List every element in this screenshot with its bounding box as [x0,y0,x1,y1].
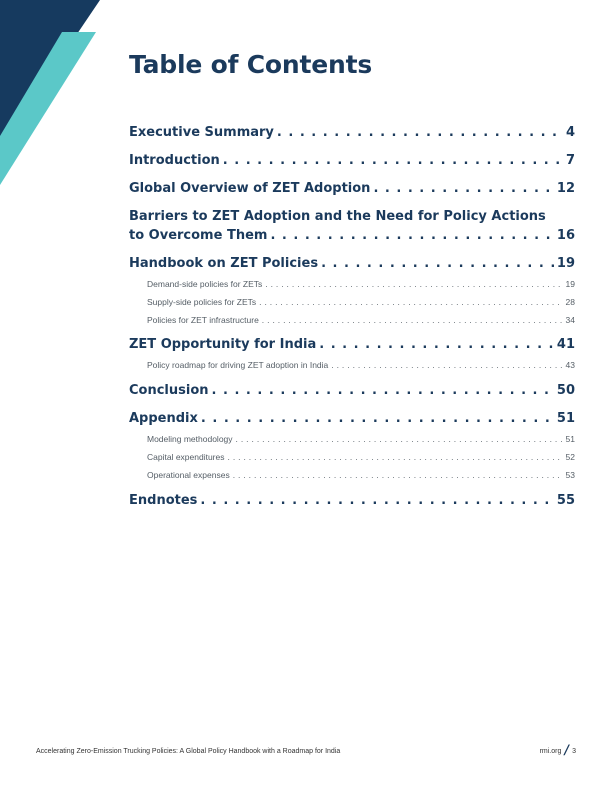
toc-subentry-policy-roadmap[interactable] [147,359,575,371]
footer-document-title: Accelerating Zero-Emission Trucking Policies: A Global Policy Handbook with a Roadmap for India [36,748,341,755]
dot-leader [200,492,554,510]
toc-entry-conclusion[interactable] [129,382,575,400]
toc-label: Supply-side policies for ZETs [147,297,257,307]
toc-entry-handbook[interactable] [129,255,575,273]
toc-label-barriers-line1[interactable]: Barriers to ZET Adoption and the Need for Policy Actions [129,209,546,224]
toc-label: Global Overview of ZET Adoption [129,181,371,196]
dot-leader [212,382,554,400]
page-title: Table of Contents [129,50,373,79]
toc-label: Policies for ZET infrastructure [147,315,259,325]
toc-page-number: 4 [565,125,575,140]
dot-leader [277,124,563,142]
dot-leader [321,255,554,273]
toc-label: to Overcome Them [129,228,268,243]
toc-label: Handbook on ZET Policies [129,256,319,271]
toc-subentry-supply-side[interactable] [147,296,575,308]
toc-page-number: 50 [556,383,575,398]
toc-label: Appendix [129,411,198,426]
footer-page-info [539,743,576,758]
toc-label: Operational expenses [147,470,230,480]
toc-entry-introduction[interactable] [129,152,575,170]
toc-label: Endnotes [129,493,198,508]
dot-leader [233,469,563,481]
toc-entry-opportunity[interactable] [129,336,575,354]
dot-leader [236,433,563,445]
toc-page-number: 55 [556,493,575,508]
dot-leader [228,451,563,463]
toc-page-number: 43 [565,360,575,370]
toc-label: Policy roadmap for driving ZET adoption in India [147,360,329,370]
toc-entry-endnotes[interactable] [129,492,575,510]
toc-label: Capital expenditures [147,452,225,462]
dot-leader [223,152,563,170]
toc-label: Executive Summary [129,125,274,140]
toc-page-number: 19 [556,256,575,271]
toc-subentry-operational[interactable] [147,469,575,481]
dot-leader [262,314,563,326]
dot-leader [331,359,562,371]
toc-subentry-capital[interactable] [147,451,575,463]
toc-label: Introduction [129,153,220,168]
toc-page-number: 41 [556,337,575,352]
corner-decoration [0,0,110,190]
dot-leader [373,180,553,198]
toc-subentry-demand-side[interactable] [147,278,575,290]
toc-subentry-infrastructure[interactable] [147,314,575,326]
dot-leader [201,410,554,428]
toc-label: ZET Opportunity for India [129,337,317,352]
toc-entry-global-overview[interactable] [129,180,575,198]
toc-page-number: 51 [556,411,575,426]
toc-page-number: 16 [556,228,575,243]
dot-leader [270,227,553,245]
toc-entry-executive-summary[interactable] [129,124,575,142]
footer-site-link[interactable]: rmi.org [539,747,562,755]
dot-leader [319,336,554,354]
toc-label: Conclusion [129,383,209,398]
toc-page-number: 7 [565,153,575,168]
toc-page-number: 52 [565,452,575,462]
footer-page-number: 3 [572,747,576,755]
toc-page-number: 34 [565,315,575,325]
toc-label: Modeling methodology [147,434,233,444]
toc-label: Demand-side policies for ZETs [147,279,263,289]
toc-page-number: 19 [565,279,575,289]
toc-page-number: 53 [565,470,575,480]
dot-leader [265,278,562,290]
toc-entry-barriers[interactable] [129,227,575,245]
toc-entry-appendix[interactable] [129,410,575,428]
toc-page-number: 28 [565,297,575,307]
toc-page-number: 51 [565,434,575,444]
toc-subentry-modeling[interactable] [147,433,575,445]
dot-leader [259,296,562,308]
toc-page-number: 12 [556,181,575,196]
slash-icon: / [563,743,571,758]
